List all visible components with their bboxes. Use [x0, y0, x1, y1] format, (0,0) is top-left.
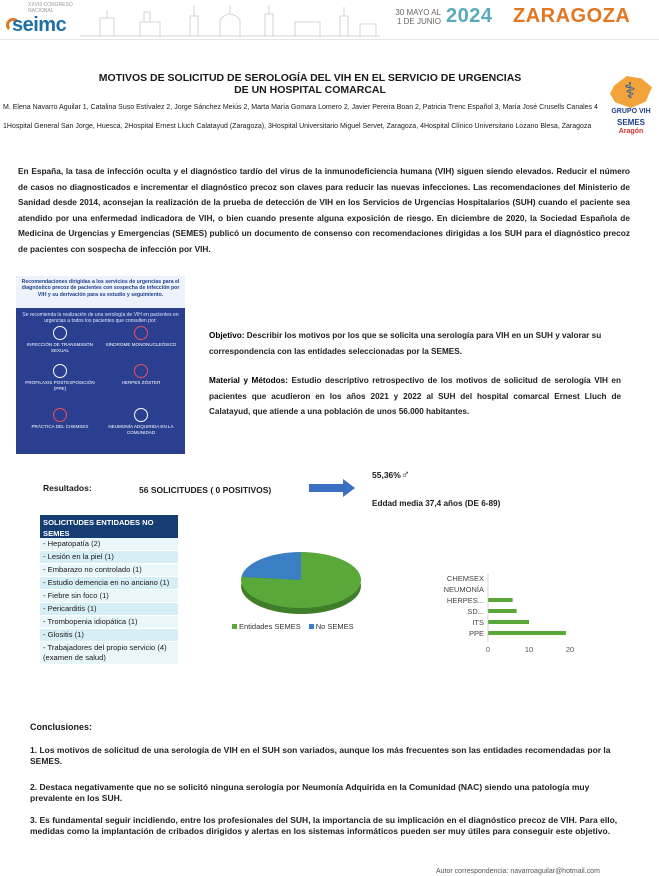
- non-semes-list: [40, 515, 178, 665]
- conclusion-item: 3. Es fundamental seguir incidiendo, entre los profesionales del SUH, la importancia de su implicación en el diagnóstico precoz de VIH. Para ello, medidas como la implantación de cribados dirigidos y alertas en los sistemas informáticos pueden ser muy útiles para conseguir este objetivo.: [30, 815, 618, 837]
- infographic-item: HERPES ZÓSTER: [101, 364, 181, 386]
- skyline-illustration: [80, 2, 380, 38]
- congress-header: [0, 0, 659, 40]
- bar: [488, 631, 566, 635]
- male-percentage: 55,36%♂: [372, 467, 410, 481]
- list-item: - Embarazo no controlado (1): [40, 564, 178, 577]
- list-item: - Fiebre sin foco (1): [40, 590, 178, 603]
- results-label: Resultados:: [43, 483, 92, 493]
- congress-year: 2024: [446, 5, 493, 27]
- male-symbol-icon: ♂: [400, 467, 410, 481]
- x-tick-label: 20: [565, 645, 575, 654]
- bar: [488, 609, 517, 613]
- mean-age: Eddad media 37,4 años (DE 6-89): [372, 499, 501, 508]
- caduceus-icon: ⚕: [624, 78, 636, 103]
- list-item: - Glositis (1): [40, 629, 178, 642]
- list-item: - Hepatopatía (2): [40, 538, 178, 551]
- infographic-heading: Recomendaciones dirigidas a los servicios de urgencias para el diagnóstico precoz de pacientes con sospecha de infección por VIH y su derivación para su estudio y seguimiento.: [16, 276, 185, 308]
- x-tick-label: 10: [524, 645, 534, 654]
- mononucleosis-icon: [134, 326, 148, 340]
- requests-count: 56 SOLICITUDES ( 0 POSITIVOS): [139, 485, 272, 495]
- list-item: - Estudio demencia en no anciano (1): [40, 577, 178, 590]
- list-item: - Trombopenia idiopática (1): [40, 616, 178, 629]
- poster-title: MOTIVOS DE SOLICITUD DE SEROLOGÍA DEL VIH EN EL SERVICIO DE URGENCIAS DE UN HOSPITAL COMARCAL: [98, 72, 522, 96]
- legend-entry: No SEMES: [309, 622, 354, 631]
- infographic-item: INFECCIÓN DE TRANSMISIÓN SEXUAL: [20, 326, 100, 353]
- affiliations: 1Hospital General San Jorge, Huesca, 2Hospital Ernest Lluch Calatayud (Zaragoza), 3Hospital Universitario Miguel Servet, Zaragoza, 4Hospital Clínico Universitario Lozano Blesa, Zaragoza: [3, 123, 592, 130]
- pep-icon: [53, 364, 67, 378]
- infographic-item: PRÁCTICA DEL CHEMSEX: [20, 408, 100, 430]
- grupo-vih-logo: ⚕ GRUPO VIH SEMES Aragón: [611, 78, 651, 135]
- herpes-icon: [134, 364, 148, 378]
- infographic-item: SÍNDROME MONONUCLEÓSICO: [101, 326, 181, 348]
- bar-label: NEUMONÍA: [443, 585, 484, 594]
- pie-slice: [241, 552, 301, 580]
- lungs-icon: [134, 408, 148, 422]
- infographic-subheading: Se recomienda la realización de una serología de VIH en pacientes en urgencias a todos los pacientes que consulten por:: [22, 312, 179, 324]
- bar-label: ITS: [472, 618, 484, 627]
- bar-label: CHEMSEX: [446, 574, 484, 583]
- list-header: SOLICITUDES ENTIDADES NO SEMES: [40, 515, 178, 538]
- pie-legend: [232, 622, 362, 631]
- bar-label: SD...: [467, 607, 484, 616]
- conclusion-item: 1. Los motivos de solicitud de una serología de VIH en el SUH son variados, aunque los más frecuentes son las entidades recomendadas por la SEMES.: [30, 745, 611, 767]
- methods: Material y Métodos: Estudio descriptivo retrospectivo de los motivos de solicitud de serología VIH en pacientes que acudieron en los años 2021 y 2022 al SUH del hospital comarcal Ernest Lluch de Calatayud, que atiende a una población de unos 56.000 habitantes.: [209, 376, 621, 417]
- introduction: En España, la tasa de infección oculta y el diagnóstico tardío del virus de la inmunodeficiencia humana (VIH) siguen siendo elevados. Reducir el número de casos no diagnosticados e incrementar el diagnóstico precoz son claves para reducir las nuevas infecciones. Las recomendaciones del Ministerio de Sanidad desde 2014, aconsejan la realización de la prueba de detección de VIH en los Servicios de Urgencias Hospitalarios (SUH) cuando el paciente sea atendido por una enfermedad indicadora de VIH, o bien cuando presente alguna exposición de riesgo. En diciembre de 2020, la Sociedad Española de Medicina de Urgencias y Emergencias (SEMES) publicó un documento de consenso con recomendaciones dirigidas a los SUH para el diagnóstico precoz de pacientes con sospecha de infección por VIH.: [18, 166, 630, 254]
- legend-entry: Entidades SEMES: [232, 622, 301, 631]
- bar: [488, 598, 513, 602]
- congress-label: XXVIII CONGRESO NACIONAL: [28, 2, 73, 14]
- congress-city: ZARAGOZA: [513, 5, 631, 27]
- authors: M. Elena Navarro Aguilar 1, Catalina Suso Estívalez 2, Jorge Sánchez Meiús 2, Marta María Gomara Lomero 2, Javier Pereira Boan 2, Patricia Trenc Español 3, María José Crusells Canales 4: [3, 104, 598, 111]
- corresponding-author: Autor correspondencia: navarroaguilar@hotmail.com: [436, 868, 600, 875]
- brand-name: seimc: [12, 14, 67, 36]
- chemsex-icon: [53, 408, 67, 422]
- semes-infographic: [16, 276, 185, 454]
- arrow-right-icon: [309, 479, 355, 497]
- list-item: - Trabajadores del propio servicio (4) (examen de salud): [40, 642, 178, 665]
- list-item: - Pericarditis (1): [40, 603, 178, 616]
- sti-icon: [53, 326, 67, 340]
- bar: [488, 620, 529, 624]
- list-item: - Lesión en la piel (1): [40, 551, 178, 564]
- conclusion-item: 2. Destaca negativamente que no se solicitó ninguna serología por Neumonía Adquirida en la Comunidad (NAC) siendo una patología muy prevalente en los SUH.: [30, 782, 590, 804]
- seimc-logo: [4, 2, 82, 38]
- infographic-item: PROFILAXIS POSTEXPOSICIÓN (PPE): [20, 364, 100, 391]
- pie-chart: [238, 548, 364, 618]
- x-tick-label: 0: [485, 645, 491, 654]
- bar-chart: [420, 568, 590, 660]
- infographic-item: NEUMONÍA ADQUIRIDA EN LA COMUNIDAD: [101, 408, 181, 435]
- bar-label: PPE: [468, 629, 484, 638]
- conclusions-title: Conclusiones:: [30, 722, 93, 732]
- objective: Objetivo: Describir los motivos por los que se solicita una serología para VIH en un SUH y valorar su correspondencia con las entidades seleccionadas por la SEMES.: [209, 331, 602, 356]
- congress-dates: 30 MAYO AL 1 DE JUNIO: [395, 8, 441, 26]
- bar-label: HERPES...: [446, 596, 484, 605]
